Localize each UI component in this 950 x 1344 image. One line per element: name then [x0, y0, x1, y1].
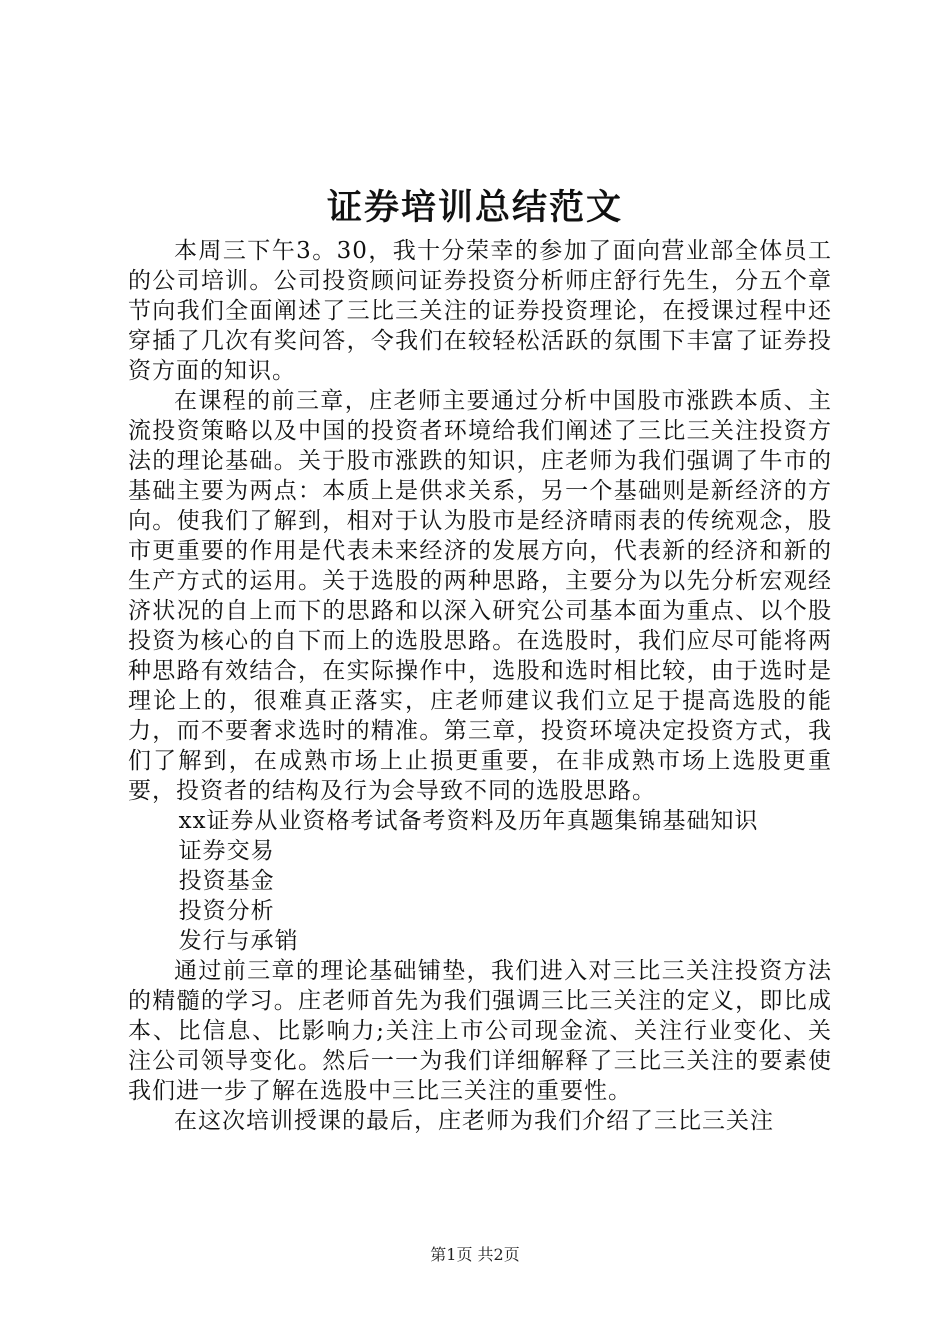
list-item: 发行与承销 — [178, 928, 299, 954]
document-title: 证券培训总结范文 — [326, 187, 623, 228]
paragraph: 本周三下午3。30，我十分荣幸的参加了面向营业部全体员工的公司培训。公司投资顾问证券投资分析师庄舒行先生，分五个章节向我们全面阐述了三比三关注的证券投资理论，在授课过程中还穿插了几次有奖问答，令我们在较轻松活跃的氛围下丰富了证券投资方面的知识。 — [128, 238, 832, 384]
list-item: 投资基金 — [178, 868, 275, 894]
paragraph: 通过前三章的理论基础铺垫，我们进入对三比三关注投资方法的精髓的学习。庄老师首先为我们强调三比三关注的定义，即比成本、比信息、比影响力;关注上市公司现金流、关注行业变化、关注公司领导变化。然后一一为我们详细解释了三比三关注的要素使我们进一步了解在选股中三比三关注的重要性。 — [128, 958, 832, 1104]
list-item: xx证券从业资格考试备考资料及历年真题集锦基础知识 — [178, 808, 759, 834]
paragraph: 在课程的前三章，庄老师主要通过分析中国股市涨跌本质、主流投资策略以及中国的投资者环境给我们阐述了三比三关注投资方法的理论基础。关于股市涨跌的知识，庄老师为我们强调了牛市的基础主要为两点：本质上是供求关系，另一个基础则是新经济的方向。使我们了解到，相对于认为股市是经济晴雨表的传统观念，股市更重要的作用是代表未来经济的发展方向，代表新的经济和新的生产方式的运用。关于选股的两种思路，主要分为以先分析宏观经济状况的自上而下的思路和以深入研究公司基本面为重点、以个股投资为核心的自下而上的选股思路。在选股时，我们应尽可能将两种思路有效结合，在实际操作中，选股和选时相比较，由于选时是理论上的，很难真正落实，庄老师建议我们立足于提高选股的能力，而不要奢求选时的精准。第三章，投资环境决定投资方式，我们了解到，在成熟市场上止损更重要，在非成熟市场上选股更重要，投资者的结构及行为会导致不同的选股思路。 — [128, 388, 832, 804]
document-body — [128, 236, 832, 1136]
paragraph: 在这次培训授课的最后，庄老师为我们介绍了三比三关注 — [174, 1108, 774, 1134]
page-footer: 第1页 共2页 — [430, 1245, 520, 1264]
list-item: 证券交易 — [178, 838, 275, 864]
list-item: 投资分析 — [178, 898, 275, 924]
